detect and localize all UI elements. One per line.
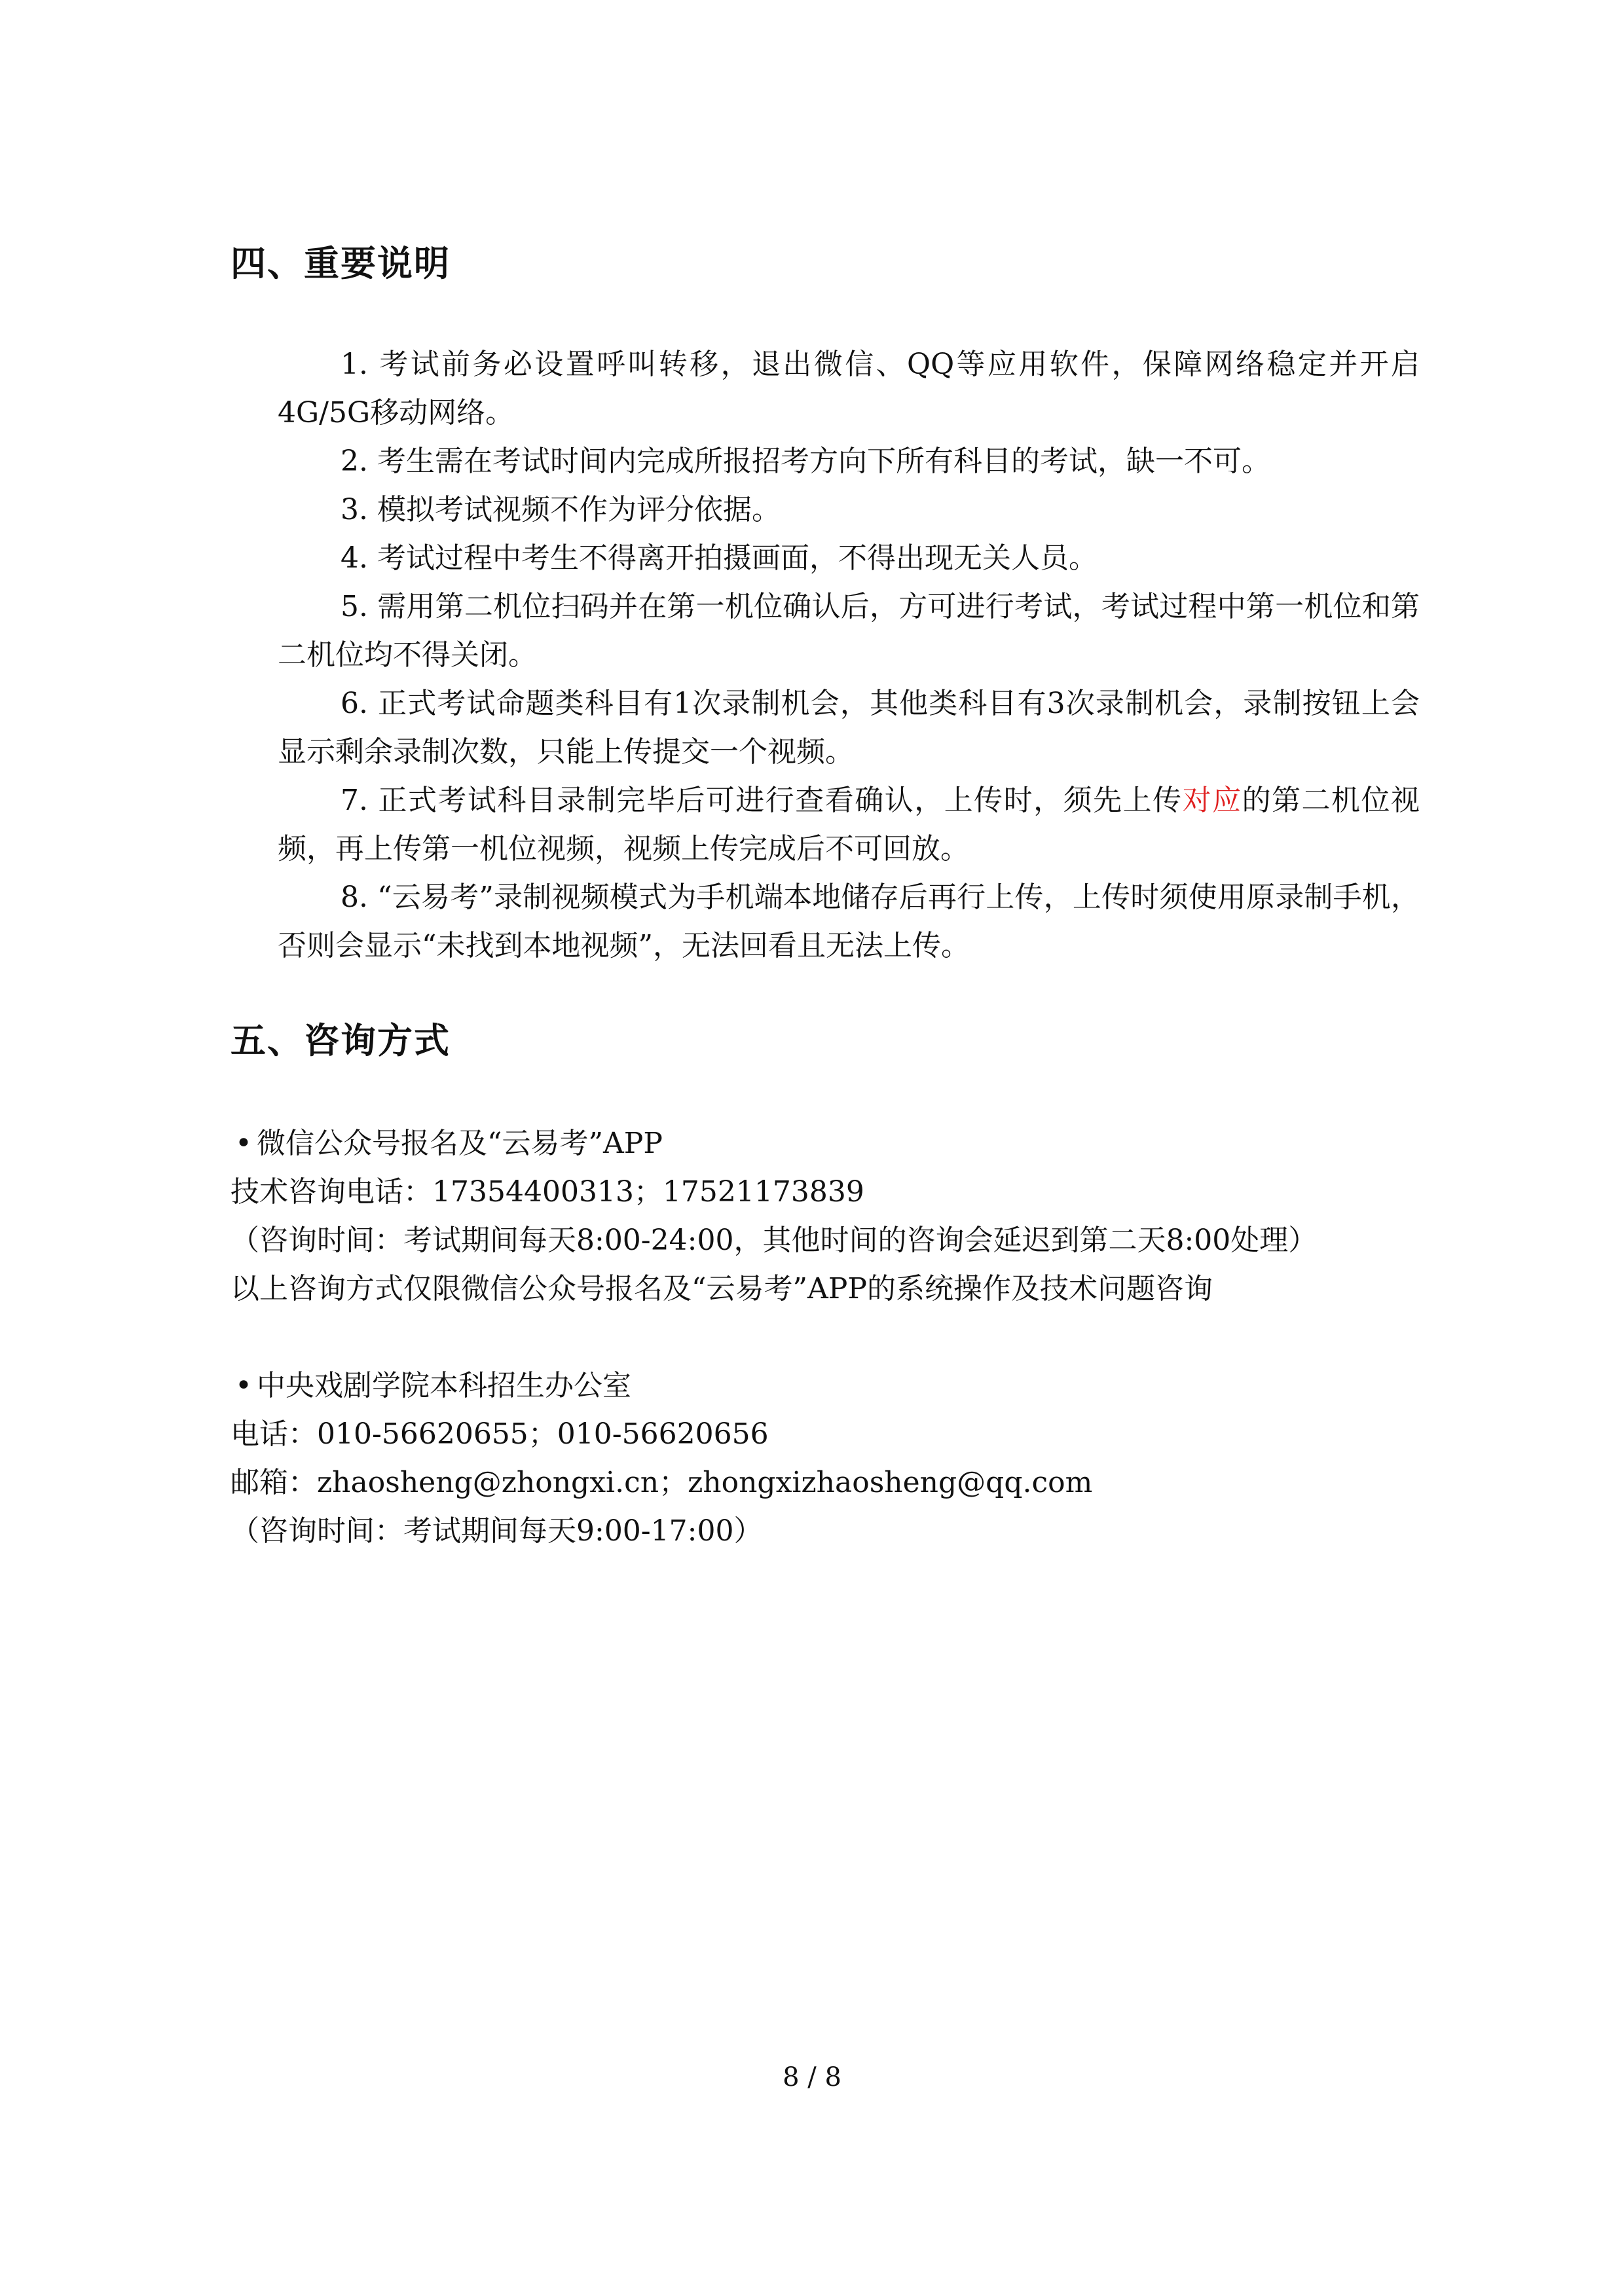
contact-phone: 电话：010-56620655；010-56620656 <box>231 1417 769 1451</box>
note-7-text-after: 的第二机位视频，再上传第一机位视频，视频上传完成后不可回放。 <box>278 784 1420 866</box>
note-item: 1. 考试前务必设置呼叫转移，退出微信、QQ等应用软件，保障网络稳定并开启4G/5G移动网络。 <box>278 348 1420 429</box>
contact-hours: （咨询时间：考试期间每天8:00-24:00，其他时间的咨询会延迟到第二天8:00处理） <box>231 1224 1318 1257</box>
note-7-text-before: 7. 正式考试科目录制完毕后可进行查看确认，上传时，须先上传 <box>341 784 1183 817</box>
note-item: 8. “云易考”录制视频模式为手机端本地储存后再行上传，上传时须使用原录制手机，否则会显示“未找到本地视频”，无法回看且无法上传。 <box>278 881 1420 962</box>
page-number: 8 / 8 <box>783 2062 841 2092</box>
contact-phone: 技术咨询电话：17354400313；17521173839 <box>231 1175 864 1209</box>
section-4-heading: 四、重要说明 <box>231 243 451 284</box>
note-7-highlight: 对应 <box>1182 784 1242 817</box>
bullet-icon: • <box>235 1127 252 1160</box>
contact-group-title <box>231 1362 1429 1410</box>
spacer <box>231 1313 1429 1362</box>
contact-hours: （咨询时间：考试期间每天9:00-17:00） <box>231 1514 763 1548</box>
note-item: 4. 考试过程中考生不得离开拍摄画面，不得出现无关人员。 <box>341 541 1098 575</box>
important-notes-list <box>278 340 1420 970</box>
note-item: 6. 正式考试命题类科目有1次录制机会，其他类科目有3次录制机会，录制按钮上会显示剩余录制次数，只能上传提交一个视频。 <box>278 687 1420 769</box>
contact-group-name: 中央戏剧学院本科招生办公室 <box>257 1369 631 1402</box>
contact-group-title <box>231 1120 1429 1168</box>
contact-group-name: 微信公众号报名及“云易考”APP <box>257 1127 663 1160</box>
note-item: 3. 模拟考试视频不作为评分依据。 <box>341 493 781 526</box>
note-item: 5. 需用第二机位扫码并在第一机位确认后，方可进行考试，考试过程中第一机位和第二机位均不得关闭。 <box>278 590 1420 672</box>
note-item: 2. 考生需在考试时间内完成所报招考方向下所有科目的考试，缺一不可。 <box>341 445 1270 478</box>
contact-email: 邮箱：zhaosheng@zhongxi.cn；zhongxizhaosheng@qq.com <box>231 1466 1093 1499</box>
note-item <box>278 776 1420 873</box>
section-5-heading: 五、咨询方式 <box>231 1020 451 1061</box>
bullet-icon: • <box>235 1369 252 1402</box>
contact-note: 以上咨询方式仅限微信公众号报名及“云易考”APP的系统操作及技术问题咨询 <box>231 1272 1213 1305</box>
consult-contacts <box>231 1120 1429 1556</box>
